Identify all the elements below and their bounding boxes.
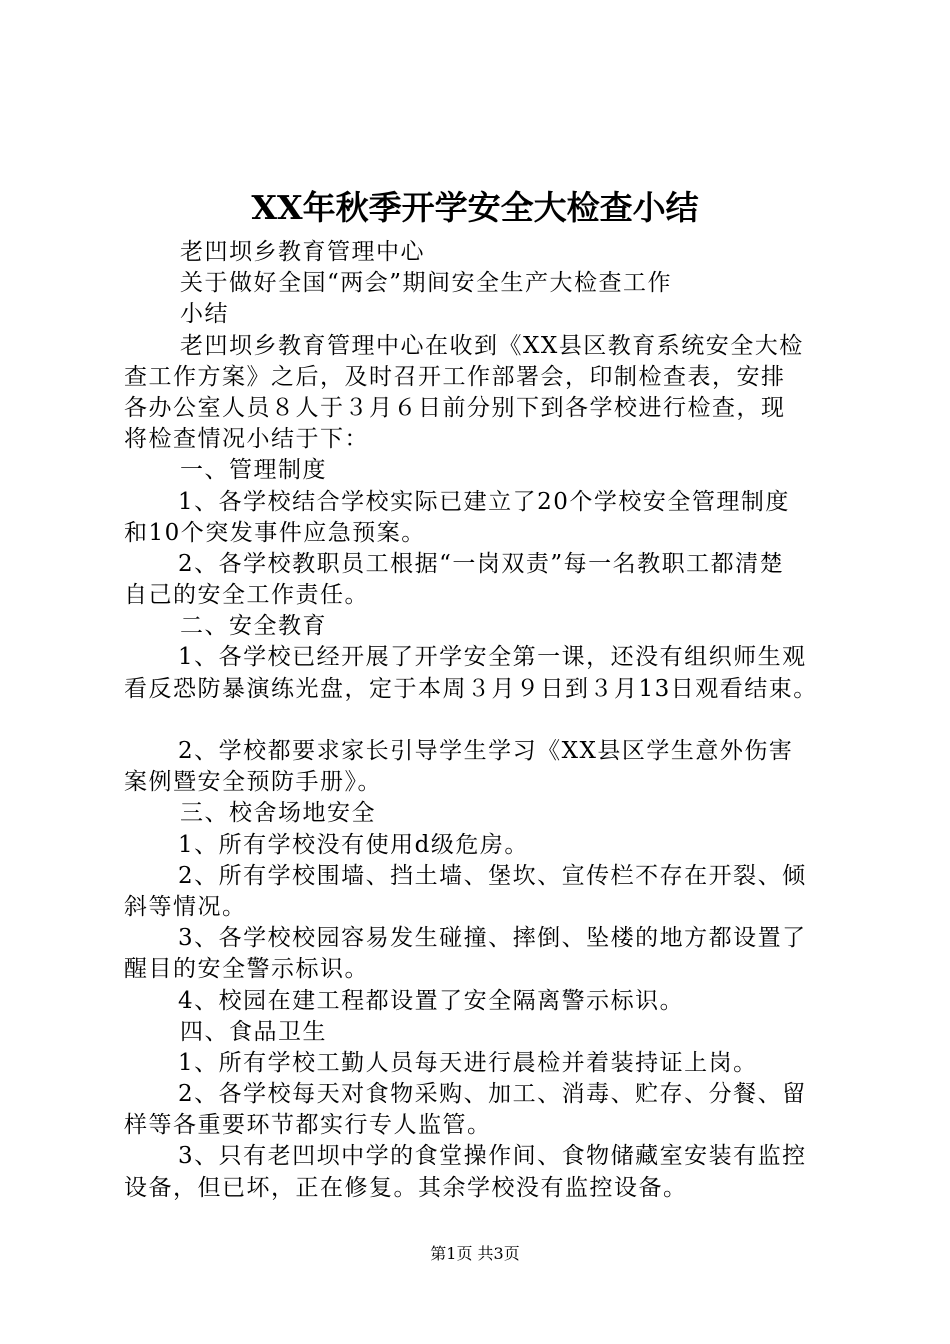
text-line: 2、各学校教职员工根据“一岗双责”每一名教职工都清楚 xyxy=(178,550,785,577)
text-line: 2、学校都要求家长引导学生学习《XX县区学生意外伤害 xyxy=(178,738,794,764)
text-line: 3、各学校校园容易发生碰撞、摔倒、坠楼的地方都设置了 xyxy=(178,925,807,952)
text-line: 自己的安全工作责任。 xyxy=(124,582,369,609)
text-line: 查工作方案》之后，及时召开工作部署会，印制检查表，安排 xyxy=(124,363,786,390)
text-line: 3、只有老凹坝中学的食堂操作间、食物储藏室安装有监控 xyxy=(178,1143,807,1170)
text-line: 1、所有学校工勤人员每天进行晨检并着装持证上岗。 xyxy=(178,1049,758,1076)
text-line: 设备，但已坏，正在修复。其余学校没有监控设备。 xyxy=(124,1174,688,1201)
document-title: XX年秋季开学安全大检查小结 xyxy=(251,188,699,227)
section-heading: 二、安全教育 xyxy=(180,613,327,640)
text-line: 4、校园在建工程都设置了安全隔离警示标识。 xyxy=(178,987,685,1014)
text-line: 案例暨安全预防手册》。 xyxy=(124,769,382,796)
text-line: 1、各学校结合学校实际已建立了20个学校安全管理制度 xyxy=(178,488,790,515)
section-heading: 四、食品卫生 xyxy=(180,1018,327,1045)
section-heading: 一、管理制度 xyxy=(180,457,327,484)
text-line: 2、各学校每天对食物采购、加工、消毒、贮存、分餐、留 xyxy=(178,1081,807,1108)
text-line: 小结 xyxy=(180,301,229,328)
text-line: 醒目的安全警示标识。 xyxy=(124,956,369,983)
page-footer: 第1页 共3页 xyxy=(430,1244,520,1263)
text-line: 各办公室人员８人于３月６日前分别下到各学校进行检查，现 xyxy=(124,394,786,421)
text-line: 老凹坝乡教育管理中心 xyxy=(180,239,425,265)
blank-line xyxy=(124,705,844,736)
text-line: 关于做好全国“两会”期间安全生产大检查工作 xyxy=(180,270,673,297)
text-line: 老凹坝乡教育管理中心在收到《XX县区教育系统安全大检 xyxy=(180,332,804,359)
text-line: 和10个突发事件应急预案。 xyxy=(124,519,426,546)
text-line: 将检查情况小结于下： xyxy=(124,426,369,453)
text-line: 看反恐防暴演练光盘，定于本周３月９日到３月13日观看结束。 xyxy=(124,675,818,702)
document-body xyxy=(124,237,844,1204)
section-heading: 三、校舍场地安全 xyxy=(180,800,376,827)
text-line: 斜等情况。 xyxy=(124,893,247,920)
text-line: 1、所有学校没有使用d级危房。 xyxy=(178,831,529,858)
text-line: 样等各重要环节都实行专人监管。 xyxy=(124,1112,492,1139)
text-line: 2、所有学校围墙、挡土墙、堡坎、宣传栏不存在开裂、倾 xyxy=(178,862,807,889)
text-line: 1、各学校已经开展了开学安全第一课，还没有组织师生观 xyxy=(178,644,807,671)
